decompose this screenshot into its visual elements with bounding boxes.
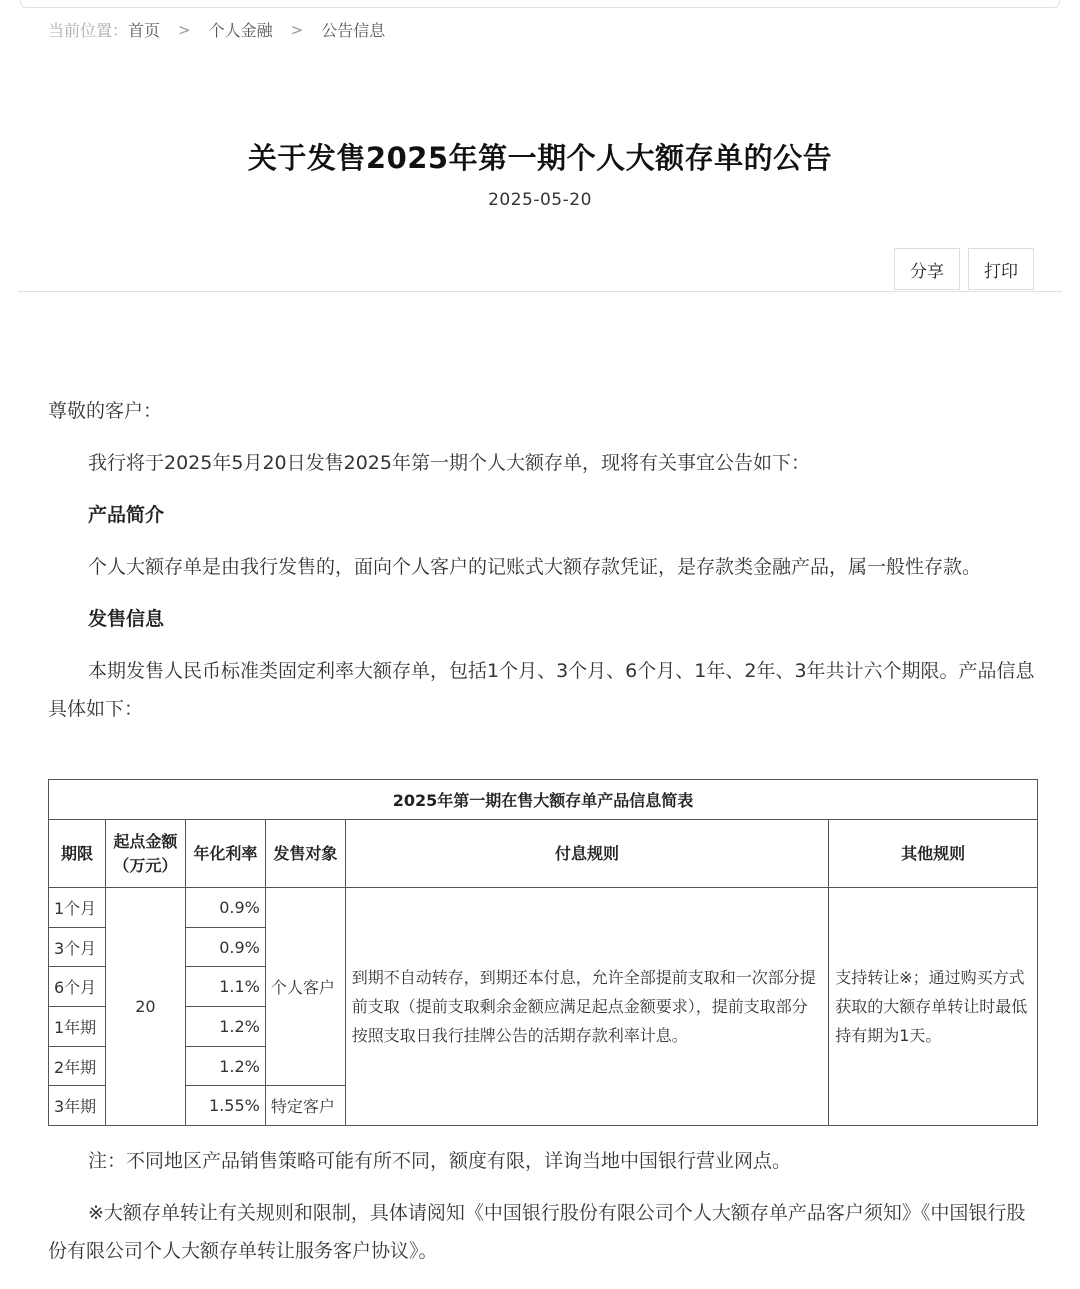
breadcrumb-separator-icon: > <box>178 20 191 39</box>
term-cell: 3个月 <box>49 927 106 967</box>
target-special-cell: 特定客户 <box>265 1086 345 1126</box>
breadcrumb-separator-icon: > <box>290 20 304 39</box>
rate-cell: 1.1% <box>185 967 265 1007</box>
term-cell: 1年期 <box>49 1007 106 1047</box>
header-rate: 年化利率 <box>185 820 265 888</box>
greeting: 尊敬的客户： <box>48 400 163 422</box>
rate-cell: 1.2% <box>185 1046 265 1086</box>
top-bar <box>20 0 1060 8</box>
rate-cell: 1.2% <box>185 1007 265 1047</box>
term-cell: 3年期 <box>49 1086 106 1126</box>
amount-cell: 20 <box>105 888 185 1126</box>
article-tools <box>894 248 1034 290</box>
rate-cell: 0.9% <box>185 927 265 967</box>
article-body <box>48 392 1038 728</box>
note-transfer-rules: ※大额存单转让有关规则和限制，具体请阅知《中国银行股份有限公司个人大额存单产品客户须知》《中国银行股份有限公司个人大额存单转让服务客户协议》。 <box>48 1202 1026 1262</box>
term-cell: 6个月 <box>49 967 106 1007</box>
header-divider <box>18 291 1062 292</box>
print-button[interactable]: 打印 <box>968 248 1034 290</box>
term-cell: 1个月 <box>49 888 106 928</box>
table-caption: 2025年第一期在售大额存单产品信息简表 <box>49 780 1038 820</box>
breadcrumb-prefix: 当前位置： <box>48 21 129 40</box>
rate-cell: 1.55% <box>185 1086 265 1126</box>
term-cell: 2年期 <box>49 1046 106 1086</box>
breadcrumb-personal-finance-link[interactable]: 个人金融 <box>208 21 273 40</box>
sale-info-paragraph: 本期发售人民币标准类固定利率大额存单，包括1个月、3个月、6个月、1年、2年、3年共计六个期限。产品信息具体如下： <box>48 660 1035 720</box>
rate-cell: 0.9% <box>185 888 265 928</box>
other-rule-cell: 支持转让※；通过购买方式获取的大额存单转让时最低持有期为1天。 <box>829 888 1038 1126</box>
page-title: 关于发售2025年第一期个人大额存单的公告 <box>247 141 833 175</box>
table-row <box>49 888 1038 928</box>
header-term: 期限 <box>49 820 106 888</box>
section-title-product-intro: 产品简介 <box>88 504 165 526</box>
notes <box>48 1142 1038 1270</box>
table-header-row <box>49 820 1038 888</box>
product-intro-paragraph: 个人大额存单是由我行发售的，面向个人客户的记账式大额存款凭证，是存款类金融产品，属一般性存款。 <box>88 556 982 578</box>
header-interest-rule: 付息规则 <box>345 820 828 888</box>
header-amount: 起点金额 （万元） <box>105 820 185 888</box>
product-info-table <box>48 779 1038 1126</box>
share-button[interactable]: 分享 <box>894 248 960 290</box>
note-regional: 注：不同地区产品销售策略可能有所不同，额度有限，详询当地中国银行营业网点。 <box>88 1150 792 1172</box>
publish-date: 2025-05-20 <box>488 190 592 210</box>
header-target: 发售对象 <box>265 820 345 888</box>
section-title-sale-info: 发售信息 <box>88 608 165 630</box>
interest-rule-cell: 到期不自动转存，到期还本付息，允许全部提前支取和一次部分提前支取（提前支取剩余金额应满足起点金额要求），提前支取部分按照支取日我行挂牌公告的活期存款利率计息。 <box>345 888 828 1126</box>
target-personal-cell: 个人客户 <box>265 888 345 1086</box>
intro-paragraph: 我行将于2025年5月20日发售2025年第一期个人大额存单，现将有关事宜公告如下： <box>88 452 810 474</box>
breadcrumb <box>48 18 385 41</box>
breadcrumb-announcements-link[interactable]: 公告信息 <box>321 21 386 40</box>
header-other-rule: 其他规则 <box>829 820 1038 888</box>
breadcrumb-home-link[interactable]: 首页 <box>128 21 161 40</box>
